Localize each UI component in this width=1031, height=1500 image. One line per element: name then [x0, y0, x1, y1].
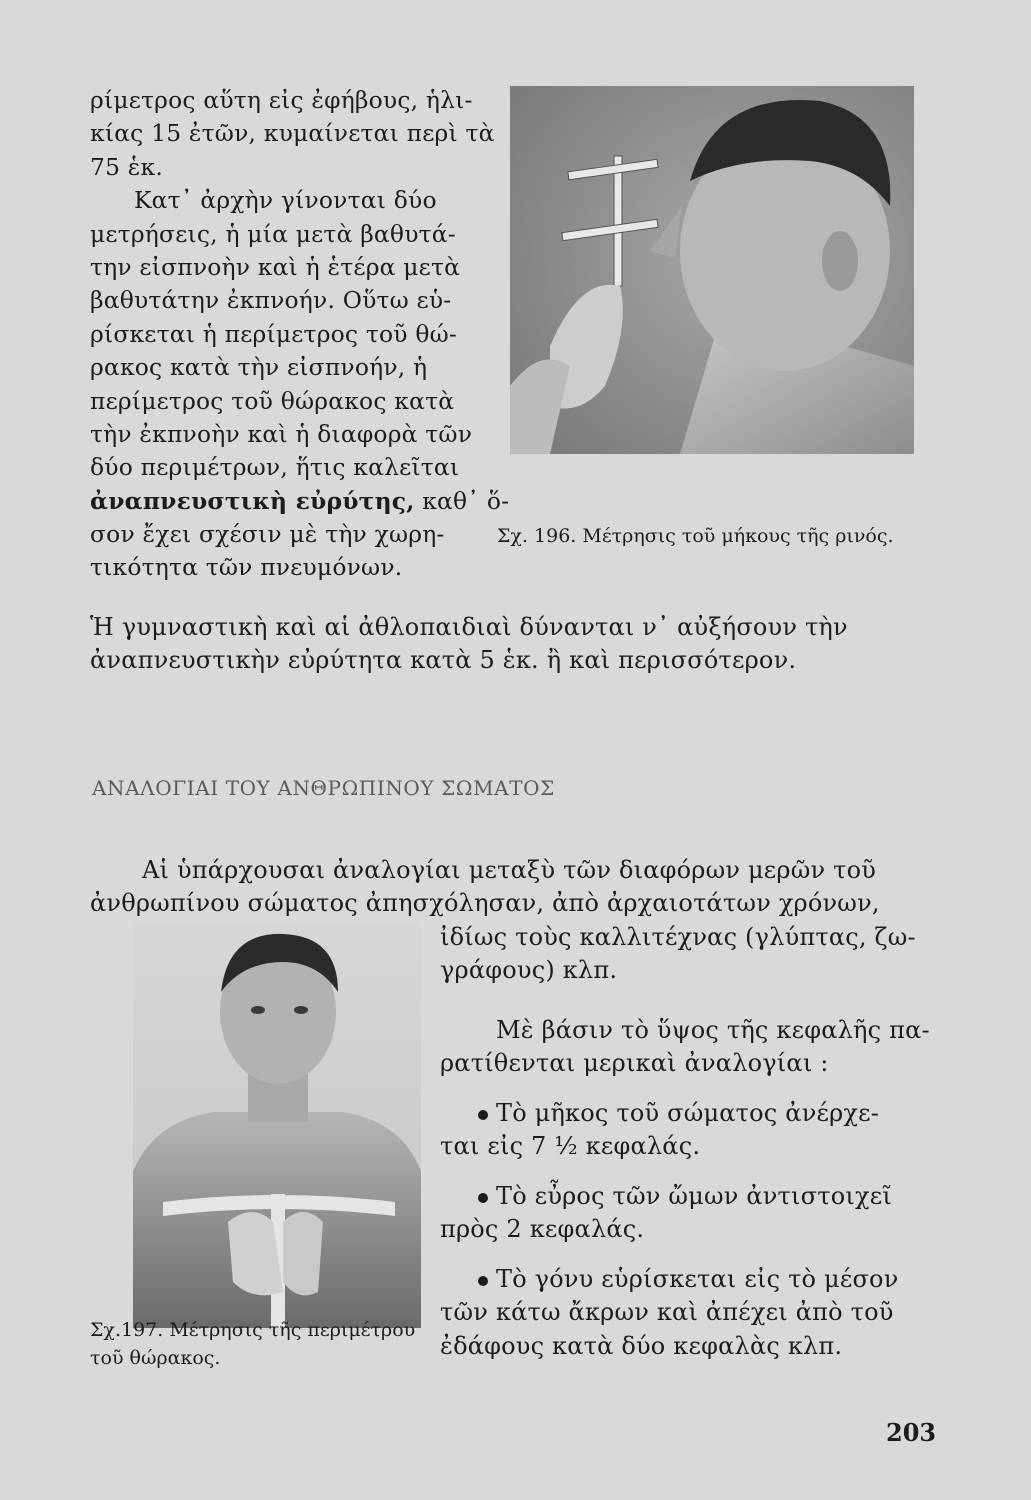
text-line: μετρήσεις, ἡ μία μετὰ βαθυτά-	[90, 219, 456, 248]
figure-196-caption: Σχ. 196. Μέτρησις τοῦ μήκους τῆς ρινός.	[497, 525, 894, 547]
figure-196-photo	[510, 86, 914, 454]
figure-197-photo	[133, 922, 421, 1328]
proportion-bullet-3	[440, 1263, 899, 1363]
text-line: ἐδάφους κατὰ δύο κεφαλὰς κλπ.	[440, 1331, 843, 1360]
text-line: ἀναπνευστικὴν εὐρύτητα κατὰ 5 ἑκ. ἢ καὶ περισσότερον.	[90, 646, 797, 675]
bullet-icon	[478, 1193, 488, 1203]
text-line: 75 ἑκ.	[90, 152, 164, 181]
bullet-text: Τὸ γόνυ εὑρίσκεται εἰς τὸ μέσον	[496, 1265, 899, 1293]
text-line: Κατ᾽ ἀρχὴν γίνονται δύο	[134, 186, 437, 215]
text-line: ρακος κατὰ τὴν εἰσπνοήν, ἡ	[90, 353, 428, 382]
text-fragment: καθ᾽ ὅ-	[414, 486, 510, 515]
text-line: ἰδίως τοὺς καλλιτέχνας (γλύπτας, ζω-	[440, 923, 916, 951]
text-line: τικότητα τῶν πνευμόνων.	[90, 553, 403, 582]
text-line: ρατίθενται μερικαὶ ἀναλογίαι :	[440, 1049, 829, 1078]
bullet-icon	[478, 1276, 488, 1286]
basis-paragraph	[440, 1014, 930, 1081]
caption-line: τοῦ θώρακος.	[90, 1347, 221, 1369]
text-line: σον ἔχει σχέσιν μὲ τὴν χωρη-	[90, 520, 445, 549]
text-line: ρίμετρος αὕτη εἰς ἐφήβους, ἡλι-	[90, 86, 473, 114]
bullet-text: Τὸ εὖρος τῶν ὤμων ἀντιστοιχεῖ	[496, 1182, 892, 1210]
column-text-breathing	[90, 84, 509, 585]
section-heading: ΑΝΑΛΟΓΙΑΙ ΤΟΥ ΑΝΘΡΩΠΙΝΟΥ ΣΩΜΑΤΟΣ	[92, 776, 555, 800]
bullet-text: Τὸ μῆκος τοῦ σώματος ἀνέρχε-	[496, 1099, 880, 1127]
nose-measurement-illustration	[510, 86, 914, 454]
text-line: Αἱ ὑπάρχουσαι ἀναλογίαι μεταξὺ τῶν διαφόρων μερῶν τοῦ	[142, 856, 877, 884]
text-line: ἀνθρωπίνου σώματος ἀπησχόλησαν, ἀπὸ ἀρχαιοτάτων χρόνων,	[90, 889, 880, 918]
text-line: περίμετρος τοῦ θώρακος κατὰ	[90, 386, 455, 415]
chest-measurement-illustration	[133, 922, 421, 1328]
text-line	[440, 1180, 892, 1213]
text-line: Μὲ βάσιν τὸ ὕψος τῆς κεφαλῆς πα-	[496, 1016, 930, 1044]
text-line	[90, 485, 509, 518]
bold-term: ἀναπνευστικὴ εὐρύτης,	[90, 486, 415, 515]
text-line: την εἰσπνοὴν καὶ ἡ ἑτέρα μετὰ	[90, 252, 461, 281]
text-line: βαθυτάτην ἐκπνοήν. Οὕτω εὑ-	[90, 286, 452, 315]
text-line: κίας 15 ἐτῶν, κυμαίνεται περὶ τὰ	[90, 119, 495, 148]
text-line	[440, 1263, 899, 1296]
text-line: ρίσκεται ἡ περίμετρος τοῦ θώ-	[90, 319, 457, 348]
text-line: Ἡ γυμναστικὴ καὶ αἱ ἀθλοπαιδιαὶ δύνανται ν᾽ αὐξήσουν τὴν	[90, 613, 848, 641]
text-line: τὴν ἐκπνοὴν καὶ ἡ διαφορὰ τῶν	[90, 419, 473, 448]
text-line	[440, 1097, 879, 1130]
proportion-bullet-1	[440, 1097, 879, 1164]
bullet-icon	[478, 1110, 488, 1120]
text-line: δύο περιμέτρων, ἥτις καλεῖται	[90, 453, 460, 482]
proportion-bullet-2	[440, 1180, 892, 1247]
page-number: 203	[886, 1418, 937, 1447]
proportions-intro	[90, 854, 880, 921]
text-line: ται εἰς 7 ½ κεφαλάς.	[440, 1132, 701, 1161]
text-line: τῶν κάτω ἄκρων καὶ ἀπέχει ἀπὸ τοῦ	[440, 1298, 894, 1327]
text-line: γράφους) κλπ.	[440, 956, 618, 985]
text-line: πρὸς 2 κεφαλάς.	[440, 1215, 645, 1244]
caption-line: Σχ.197. Μέτρησις τῆς περιμέτρου	[90, 1319, 416, 1341]
gymnastics-paragraph	[90, 611, 848, 678]
proportions-intro-cont	[440, 921, 916, 988]
figure-197-caption	[90, 1316, 415, 1372]
